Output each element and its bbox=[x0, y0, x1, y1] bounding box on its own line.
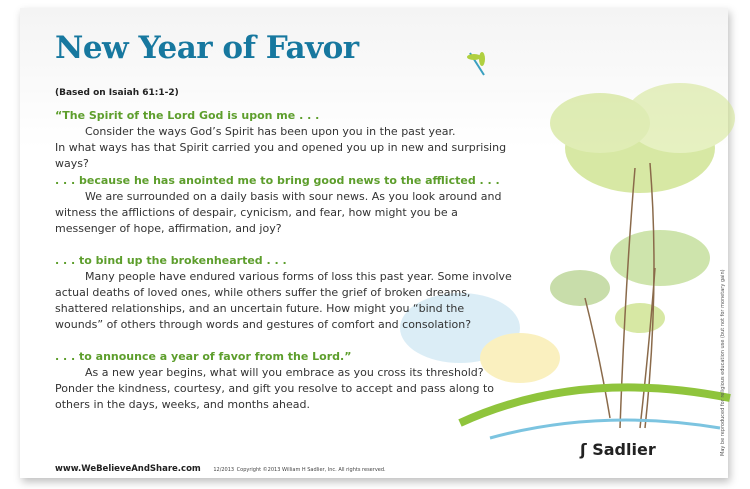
section-body: As a new year begins, what will you embrace as you cross its threshold? Ponder the kindness, courtesy, and gift you resolve to accept and pass along to others in the days, weeks, and months ahead. bbox=[55, 366, 495, 411]
footer bbox=[55, 464, 386, 474]
handout-page bbox=[20, 8, 728, 478]
logo-text: Sadlier bbox=[592, 440, 656, 459]
section-heading: “The Spirit of the Lord God is upon me . . . bbox=[55, 109, 320, 122]
section-1 bbox=[55, 108, 515, 172]
website-url: www.WeBelieveAndShare.com bbox=[55, 464, 201, 474]
date: 12/2013 bbox=[213, 467, 235, 473]
sadlier-mark-icon: ʃ bbox=[580, 440, 587, 459]
section-heading: . . . to announce a year of favor from the Lord.” bbox=[55, 350, 352, 363]
section-3 bbox=[55, 253, 515, 333]
section-body: Consider the ways God’s Spirit has been upon you in the past year. In what ways has that Spirit carried you and opened you up in new and surprising ways? bbox=[55, 125, 507, 170]
dragonfly-icon bbox=[467, 52, 485, 75]
section-body: We are surrounded on a daily basis with sour news. As you look around and witness the afflictions of despair, cynicism, and fear, how might you be a messenger of hope, affirmation, and joy? bbox=[55, 190, 502, 235]
section-heading: . . . because he has anointed me to bring good news to the afflicted . . . bbox=[55, 174, 500, 187]
sadlier-logo bbox=[580, 440, 656, 459]
section-heading: . . . to bind up the brokenhearted . . . bbox=[55, 254, 287, 267]
page-title: New Year of Favor bbox=[55, 30, 359, 66]
subtitle: (Based on Isaiah 61:1-2) bbox=[55, 88, 179, 98]
copyright: Copyright ©2013 William H Sadlier, Inc. All rights reserved. bbox=[236, 467, 386, 473]
section-body: Many people have endured various forms of loss this past year. Some involve actual deaths of loved ones, while others suffer the grief of broken dreams, shattered relationships, and an uncertain future. How might you “bind the wounds” of others through words and gestures of comfort and consolation? bbox=[55, 270, 512, 331]
section-4 bbox=[55, 349, 515, 413]
reproduction-note: May be reproduced for religious education use (but not for monetary gain) bbox=[720, 269, 726, 456]
section-2 bbox=[55, 173, 515, 237]
